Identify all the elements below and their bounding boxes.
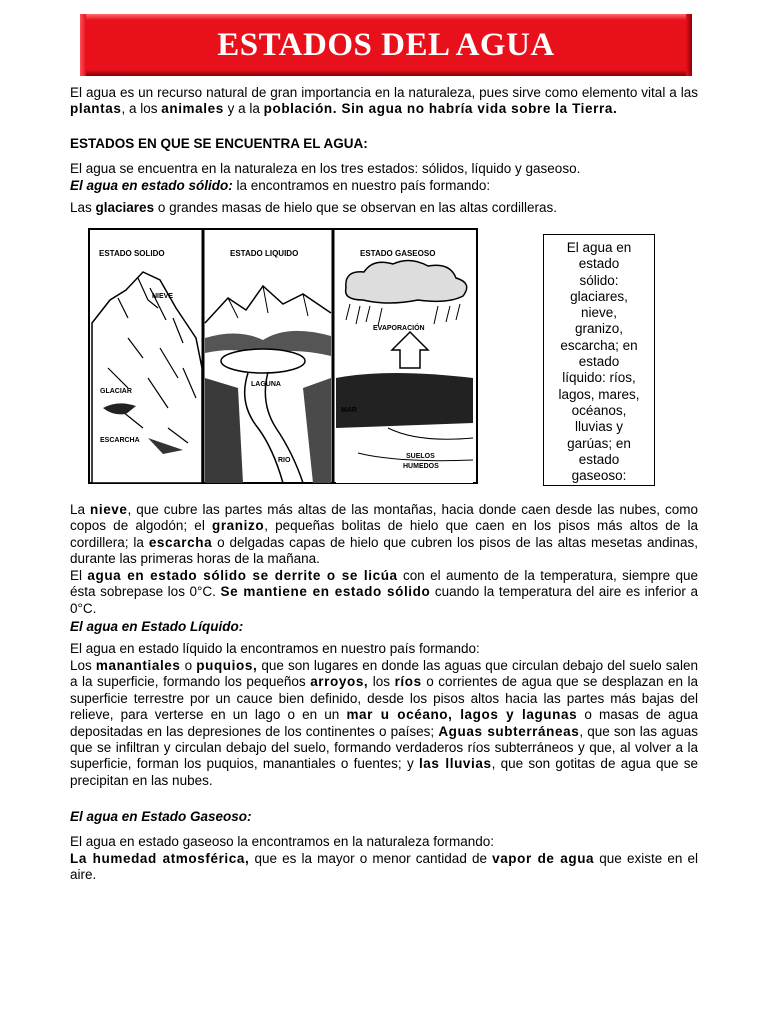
summary-line: estado xyxy=(578,354,620,370)
section-heading-estados: ESTADOS EN QUE SE ENCUENTRA EL AGUA: xyxy=(70,136,368,151)
summary-line: gaseoso: xyxy=(571,468,627,484)
panel-gas-label: ESTADO GASEOSO xyxy=(360,249,436,258)
liquido-paragraph: Los manantiales o puquios, que son lugares en donde las aguas que circulan debajo del suelo salen a la superficie, formando los pequeños arroyos, los ríos o corrientes de agua que se desplazan en la superficie terrestre por un cauce bien definido, desde los pisos altos hacia las partes más bajas del relieve, para verterse en un lago o en un mar u océano, lagos y lagunas o masas de agua depositadas en las depresiones de los continentes o países; Aguas subterráneas, que son las aguas que se infiltran y circulan debajo del suelo, formando verdaderos ríos subterráneos y que, al volver a la superficie, forman los puquios, manantiales o fuentes; y las lluvias, que son gotitas de agua que se precipitan en las nubes. xyxy=(70,658,699,788)
solido-intro: El agua en estado sólido: la encontramos en nuestro país formando: xyxy=(70,178,491,193)
page-title: ESTADOS DEL AGUA xyxy=(217,27,555,63)
summary-line: líquido: ríos, xyxy=(562,370,636,386)
summary-line: glaciares, xyxy=(570,288,628,304)
summary-line: estado xyxy=(578,256,620,272)
label-rio: RIO xyxy=(278,457,291,464)
summary-line: océanos, xyxy=(571,402,627,418)
tres-estados-line: El agua se encuentra en la naturaleza en los tres estados: sólidos, líquido y gaseoso. xyxy=(70,161,581,176)
derrite-paragraph: El agua en estado sólido se derrite o se licúa con el aumento de la temperatura, siempre que ésta sobrepase los 0°C. Se mantiene en estado sólido cuando la temperatura del aire es inferior a 0°C. xyxy=(70,568,698,616)
label-nieve: NIEVE xyxy=(152,293,174,300)
nieve-paragraph: La nieve, que cubre las partes más altas de las montañas, hacia donde caen desde las nubes, como copos de algodón; el granizo, pequeñas bolitas de hielo que caen en los pisos más altos de la cordillera; la escarcha o delgadas capas de hielo que cubren los pisos de las altas mesetas andinas, durante las primeras horas de la mañana. xyxy=(70,502,699,567)
liquido-intro: El agua en estado líquido la encontramos en nuestro país formando: xyxy=(70,641,480,656)
gaseoso-intro: El agua en estado gaseoso la encontramos en la naturaleza formando: xyxy=(70,834,495,849)
summary-box xyxy=(543,234,655,486)
glaciares-line: Las glaciares o grandes masas de hielo que se observan en las altas cordilleras. xyxy=(70,200,558,215)
summary-line: nieve, xyxy=(580,305,618,321)
summary-line: sólido: xyxy=(579,272,619,288)
liquido-heading: El agua en Estado Líquido: xyxy=(70,619,244,634)
water-states-illustration xyxy=(88,228,478,484)
label-glaciar: GLACIAR xyxy=(100,388,132,395)
gaseoso-heading: El agua en Estado Gaseoso: xyxy=(70,809,252,824)
summary-line: garúas; en xyxy=(567,435,631,451)
intro-paragraph: El agua es un recurso natural de gran importancia en la naturaleza, pues sirve como elemento vital a las plantas, a los animales y a la población. Sin agua no habría vida sobre la Tierra. xyxy=(70,85,698,117)
summary-line: El agua en xyxy=(566,240,632,255)
summary-line: granizo, xyxy=(574,321,624,337)
panel-solid-label: ESTADO SOLIDO xyxy=(99,249,165,258)
label-suelos: SUELOS xyxy=(406,453,435,460)
label-humedos: HUMEDOS xyxy=(403,463,439,470)
summary-line: estado xyxy=(578,451,620,467)
summary-line: escarcha; en xyxy=(560,337,638,353)
gaseoso-paragraph: La humedad atmosférica, que es la mayor o menor cantidad de vapor de agua que existe en el aire. xyxy=(70,851,698,883)
panel-liquid-label: ESTADO LIQUIDO xyxy=(230,249,299,258)
solido-heading: El agua en estado sólido: xyxy=(70,178,233,193)
summary-line: lluvias y xyxy=(574,419,623,435)
title-banner xyxy=(80,14,692,76)
label-escarcha: ESCARCHA xyxy=(100,437,140,444)
label-evaporacion: EVAPORACIÓN xyxy=(373,325,425,332)
label-laguna: LAGUNA xyxy=(251,381,281,388)
summary-line: lagos, mares, xyxy=(558,386,640,402)
label-mar: MAR xyxy=(341,407,357,414)
